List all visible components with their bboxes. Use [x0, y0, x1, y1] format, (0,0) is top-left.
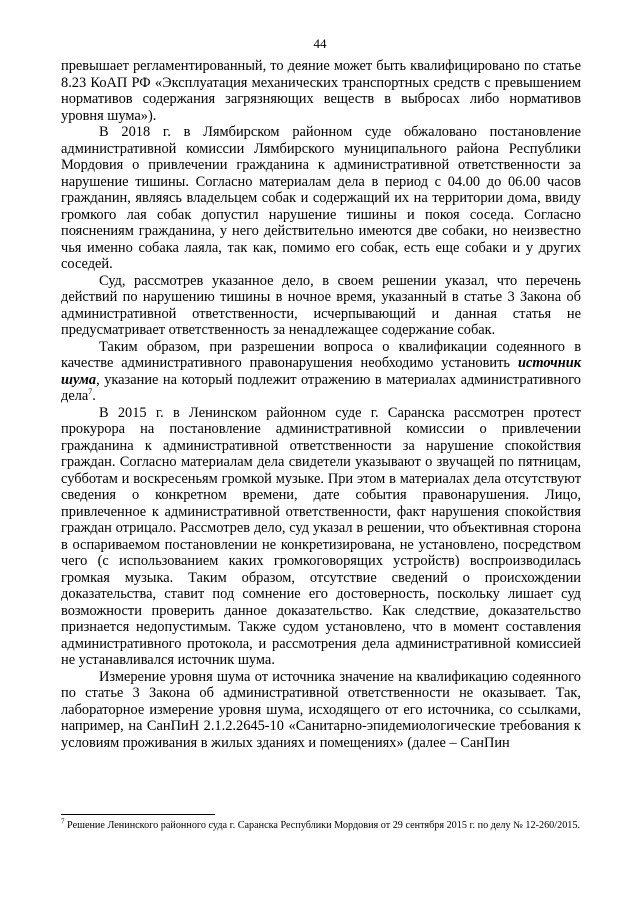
footnote-text: Решение Ленинского районного суда г. Саранска Республики Мордовия от 29 сентября 2015 г. по делу № 12-260/2015. — [64, 820, 581, 831]
paragraph — [61, 124, 581, 273]
paragraph — [61, 58, 581, 124]
paragraph — [61, 669, 581, 752]
text-run: В 2015 г. в Ленинском районном суде г. Саранска рассмотрен протест прокурора на постановление административной комиссии о привлечении гражданина к административной ответственности за нарушение спокойствия граждан. Согласно материалам дела свидетели указывают о звучащей по пятницам, субботам и воскресеньям громкой музыке. При этом в материалах дела отсутствуют сведения о конкретном времени, дате события правонарушения. Лицо, привлеченное к административной ответственности, факт нарушения спокойствия граждан отрицало. Рассмотрев дело, суд указал в решении, что объективная сторона в оспариваемом постановлении не конкретизирована, не установлено, посредством чего (с использованием каких громкоговорящих устройств) воспроизводилась громкая музыка. Таким образом, отсутствие сведений о происхождении доказательства, ставит под сомнение его достоверность, поскольку лишает суд возможности проверить данное доказательство. Как следствие, доказательство признается недопустимым. Также судом установлено, что в момент составления административного протокола, и рассмотрения дела административной комиссией не устанавливался источник шума. — [61, 404, 581, 668]
text-run: В 2018 г. в Лямбирском районном суде обжаловано постановление административной комиссии Лямбирского муниципального района Республики Мордовия о привлечении гражданина к административной ответственности за нарушение тишины. Согласно материалам дела в период с 04.00 до 06.00 часов гражданин, являясь владельцем собак и содержащий их на территории дома, ввиду громкого лая собак допустил нарушение тишины и покоя соседа. Согласно пояснениям гражданина, у него действительно имеются две собаки, но неизвестно чья именно собака лаяла, так как, помимо его собак, есть еще собаки и у других соседей. — [61, 124, 581, 272]
text-run: , указание на который подлежит отражению в материалах административного дела — [61, 371, 581, 404]
emphasized-text: источник шума — [61, 355, 581, 388]
text-run: Суд, рассмотрев указанное дело, в своем решении указал, что перечень действий по нарушению тишины в ночное время, указанный в статье 3 Закона об административной ответственности, исчерпывающий и данная статья не предусматривает ответственность за ненадлежащее содержание собак. — [61, 272, 581, 338]
paragraph — [61, 273, 581, 339]
text-run: . — [92, 388, 96, 404]
text-run: Измерение уровня шума от источника значение на квалификацию содеянного по статье 3 Закона об административной ответственности не оказывает. Так, лабораторное измерение уровня шума, исходящего от его источника, со ссылками, например, на СанПиН 2.1.2.2645-10 «Санитарно-эпидемиологические требования к условиям проживания в жилых зданиях и помещениях» (далее – СанПин — [61, 668, 581, 751]
paragraph — [61, 405, 581, 669]
text-run: превышает регламентированный, то деяние может быть квалифицировано по статье 8.23 КоАП РФ «Эксплуатация механических транспортных средств с превышением нормативов содержания загрязняющих веществ в выбросах либо нормативов уровня шума»). — [61, 58, 581, 124]
text-run: Таким образом, при разрешении вопроса о квалификации содеянного в качестве административного правонарушения необходимо установить — [61, 338, 581, 371]
footnote-separator — [61, 814, 215, 815]
footnote — [61, 817, 581, 833]
paragraph — [61, 339, 581, 405]
footnote-reference: 7 — [88, 387, 93, 397]
page-number: 44 — [313, 36, 327, 51]
footnote-marker: 7 — [61, 817, 65, 826]
body-text — [61, 58, 581, 751]
